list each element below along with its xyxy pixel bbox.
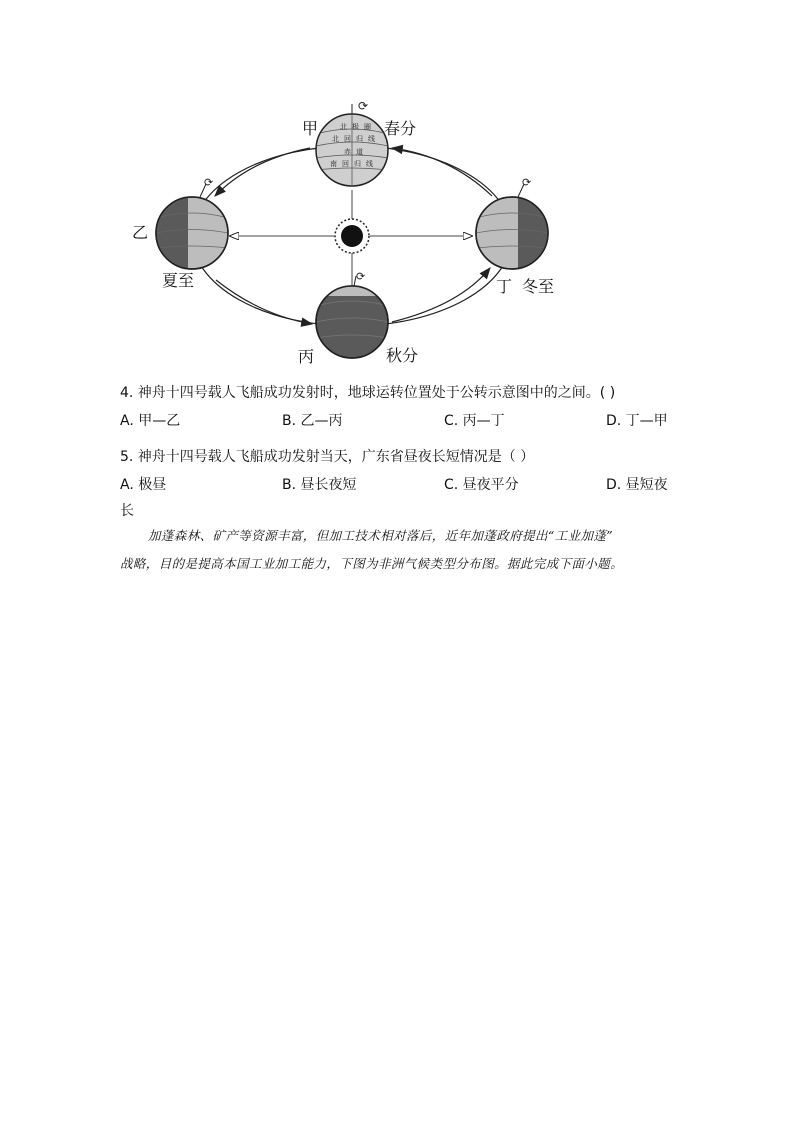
globe-jia <box>316 100 388 186</box>
q4-option-b[interactable]: B. 乙—丙 <box>282 413 343 429</box>
label-bing: 丙 <box>298 347 315 366</box>
label-jia: 甲 <box>302 119 319 138</box>
passage-line-1: 加蓬森林、矿产等资源丰富，但加工技术相对落后，近年加蓬政府提出“工业加蓬” <box>148 528 614 543</box>
svg-text:⟳: ⟳ <box>204 176 214 189</box>
svg-text:圈: 圈 <box>364 123 371 131</box>
svg-text:⟳: ⟳ <box>522 176 532 189</box>
label-yi: 乙 <box>132 223 149 242</box>
question-5-options <box>120 474 680 496</box>
svg-text:回: 回 <box>344 135 351 143</box>
label-chunfen: 春分 <box>384 119 417 138</box>
q5-option-c[interactable]: C. 昼夜平分 <box>444 477 519 493</box>
svg-text:道: 道 <box>356 148 363 156</box>
label-ding: 丁 <box>496 277 513 296</box>
reading-passage <box>120 522 680 578</box>
label-qiufen: 秋分 <box>386 346 419 365</box>
svg-text:回: 回 <box>342 160 349 168</box>
svg-text:⟳: ⟳ <box>356 270 366 283</box>
svg-text:⟳: ⟳ <box>358 100 369 113</box>
orbit-diagram-svg <box>120 100 590 370</box>
svg-text:归: 归 <box>354 160 361 168</box>
svg-text:北: 北 <box>332 135 339 143</box>
globe-ding <box>476 176 550 269</box>
svg-text:北: 北 <box>340 123 347 131</box>
svg-text:线: 线 <box>366 160 373 168</box>
label-xiazhi: 夏至 <box>162 271 195 290</box>
q4-option-c[interactable]: C. 丙—丁 <box>444 413 505 429</box>
question-5-stem: 5. 神舟十四号载人飞船成功发射当天，广东省昼夜长短情况是（ ） <box>120 449 535 465</box>
svg-text:南: 南 <box>330 160 337 168</box>
q5-option-d[interactable]: D. 昼短夜 <box>606 477 668 493</box>
orbit-arrow-yi-bing <box>216 280 312 324</box>
earth-revolution-diagram <box>120 100 590 370</box>
passage-line-2: 战略，目的是提高本国工业加工能力，下图为非洲气候类型分布图。据此完成下面小题。 <box>120 556 624 571</box>
sun-icon <box>335 219 369 253</box>
q4-option-d[interactable]: D. 丁—甲 <box>606 413 668 429</box>
orbit-arrow-jia-yi <box>215 148 310 196</box>
svg-text:极: 极 <box>352 123 359 131</box>
svg-text:线: 线 <box>368 135 375 143</box>
q4-option-a[interactable]: A. 甲—乙 <box>120 413 181 429</box>
globe-yi <box>156 176 228 269</box>
q5-option-b[interactable]: B. 昼长夜短 <box>282 477 357 493</box>
orbit-arrow-bing-ding <box>392 268 490 322</box>
q5-option-d-wrap: 长 <box>120 503 134 519</box>
label-dongzhi: 冬至 <box>522 277 555 296</box>
svg-text:归: 归 <box>356 135 363 143</box>
question-4-options <box>120 410 680 432</box>
orbit-arrow-ding-jia <box>392 148 492 196</box>
svg-text:赤: 赤 <box>344 148 351 156</box>
question-4-stem: 4. 神舟十四号载人飞船成功发射时，地球运转位置处于公转示意图中的之间。( ) <box>120 385 616 401</box>
q5-option-a[interactable]: A. 极昼 <box>120 477 167 493</box>
